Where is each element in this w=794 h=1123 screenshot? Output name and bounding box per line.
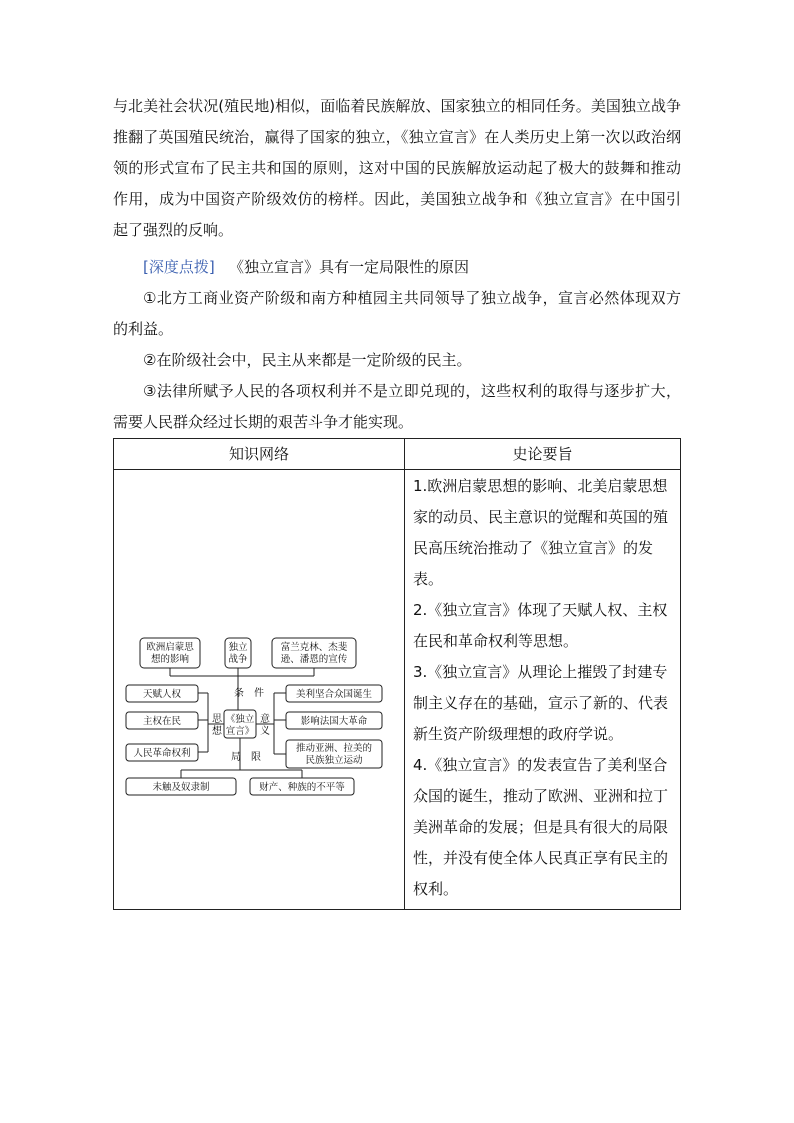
significance-label-2: 义: [260, 726, 270, 737]
insight-tag: [深度点拨]: [143, 258, 215, 276]
table-header-row: [114, 439, 681, 470]
center-text-2: 宣言》: [225, 726, 255, 737]
condition-text-2: 独立: [228, 642, 248, 653]
knowledge-diagram: [114, 470, 404, 905]
idea-text-1: 天赋人权: [142, 689, 182, 700]
condition-text-1b: 想的影响: [150, 654, 190, 665]
summary-point-4: 4.《独立宣言》的发表宣告了美利坚合众国的诞生，推动了欧洲、亚洲和拉丁美洲革命的发展；但是具有很大的局限性，并没有使全体人民真正享有民主的权利。: [413, 756, 669, 898]
significance-text-3: 推动亚洲、拉美的: [295, 743, 373, 754]
limitation-text-2: 财产、种族的不平等: [259, 782, 345, 793]
insight-point-3: ③法律所赋予人民的各项权利并不是立即兑现的，这些权利的取得与逐步扩大，需要人民群众经过长期的艰苦斗争才能实现。: [113, 382, 681, 431]
significance-text-1: 美利坚合众国诞生: [295, 689, 373, 700]
knowledge-table: [113, 438, 681, 910]
conditions-label-1: 条: [234, 688, 244, 699]
insight-point-2: ②在阶级社会中，民主从来都是一定阶级的民主。: [143, 351, 472, 369]
ideas-label-2: 想: [212, 726, 222, 737]
intro-paragraph: [113, 91, 681, 246]
insight-title: 《独立宣言》具有一定局限性的原因: [229, 258, 470, 276]
significance-text-3b: 民族独立运动: [305, 755, 363, 766]
significance-text-2: 影响法国大革命: [300, 716, 368, 727]
insight-point-1: ①北方工商业资产阶级和南方种植园主共同领导了独立战争，宣言必然体现双方的利益。: [113, 289, 681, 338]
summary-points: [405, 470, 680, 909]
summary-point-2: 2.《独立宣言》体现了天赋人权、主权在民和革命权利等思想。: [413, 601, 668, 650]
summary-point-1: 1.欧洲启蒙思想的影响、北美启蒙思想家的动员、民主意识的觉醒和英国的殖民高压统治推动了《独立宣言》的发表。: [413, 477, 669, 588]
summary-point-3: 3.《独立宣言》从理论上摧毁了封建专制主义存在的基础，宣示了新的、代表新生资产阶级理想的政府学说。: [413, 663, 669, 743]
condition-text-1: 欧洲启蒙思: [146, 642, 194, 653]
knowledge-diagram-cell: [114, 470, 405, 910]
condition-text-3b: 逊、潘恩的宣传: [280, 654, 348, 665]
idea-text-2: 主权在民: [142, 716, 182, 727]
limitations-label-2: 限: [251, 752, 261, 763]
insight-section: [113, 252, 681, 438]
limitations-label-1: 局: [231, 752, 241, 763]
significance-label-1: 意: [260, 714, 270, 725]
intro-text: 与北美社会状况(殖民地)相似，面临着民族解放、国家独立的相同任务。美国独立战争推翻了英国殖民统治，赢得了国家的独立，《独立宣言》在人类历史上第一次以政治纲领的形式宣布了民主共和国的原则，这对中国的民族解放运动起了极大的鼓舞和推动作用，成为中国资产阶级效仿的榜样。因此，美国独立战争和《独立宣言》在中国引起了强烈的反响。: [113, 97, 681, 239]
idea-text-3: 人民革命权利: [133, 748, 191, 759]
limitation-text-1: 未触及奴隶制: [152, 782, 210, 793]
insight-heading: [113, 252, 681, 283]
ideas-label-1: 思: [212, 714, 222, 725]
condition-text-3: 富兰克林、杰斐: [280, 642, 348, 653]
header-knowledge-network: 知识网络: [114, 439, 405, 470]
conditions-label-2: 件: [254, 688, 264, 699]
center-text-1: 《独立: [225, 714, 255, 725]
summary-cell: [405, 470, 681, 910]
table-body-row: [114, 470, 681, 910]
condition-text-2b: 战争: [228, 654, 248, 665]
header-historical-points: 史论要旨: [405, 439, 681, 470]
